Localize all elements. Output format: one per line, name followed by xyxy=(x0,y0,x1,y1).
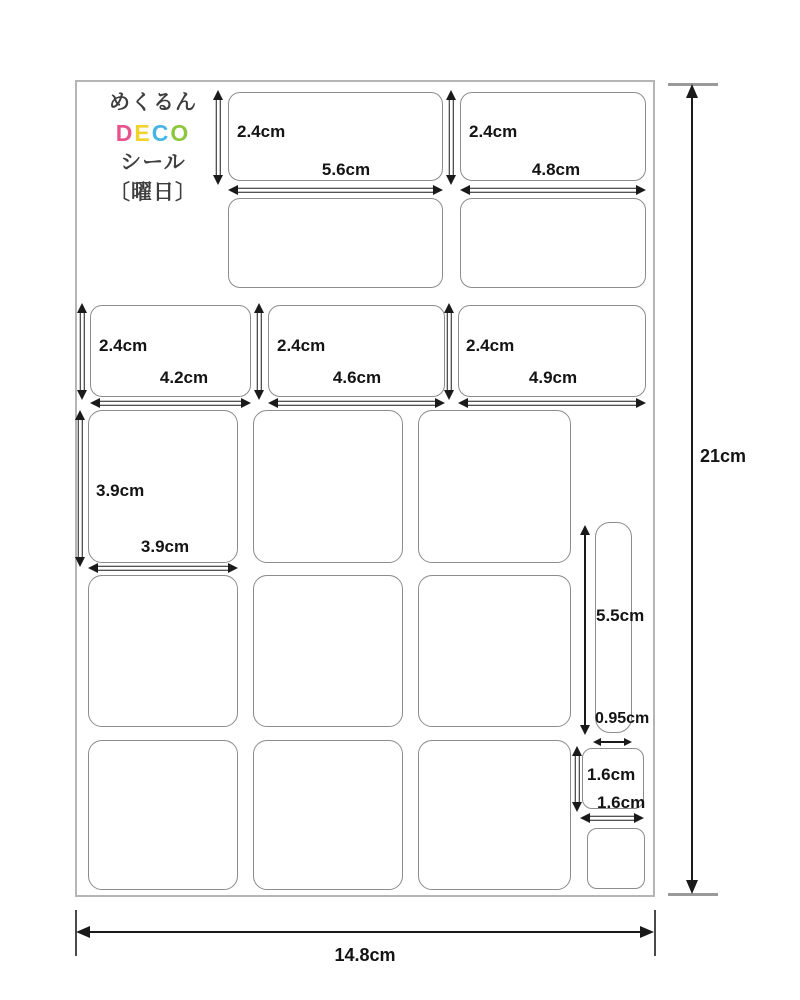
sticker-square-c3 xyxy=(418,740,571,890)
dimension-arrow-horizontal xyxy=(90,398,251,408)
dim-label: 2.4cm xyxy=(277,336,326,355)
dimension-arrow-vertical xyxy=(446,90,456,185)
sticker-row1-left-bottom xyxy=(228,198,443,288)
tick-bottom-right-end xyxy=(654,910,656,956)
dimension-arrow-horizontal xyxy=(268,398,445,408)
sticker-square-b1 xyxy=(88,575,238,727)
logo-deco-letter: C xyxy=(151,120,171,146)
dimension-arrow-vertical xyxy=(580,525,590,735)
dimension-arrow-vertical xyxy=(75,410,85,567)
logo-deco xyxy=(97,118,209,148)
dim-label: 5.5cm xyxy=(596,606,645,625)
sticker-tall-narrow xyxy=(595,522,632,733)
dimension-arrow-vertical xyxy=(572,746,582,812)
logo-line-1: めくるん xyxy=(109,91,197,114)
sticker-small-2 xyxy=(587,828,645,889)
dimension-arrow-horizontal xyxy=(580,813,644,823)
sticker-row1-right-bottom xyxy=(460,198,646,288)
sticker-square-c2 xyxy=(253,740,403,890)
dim-label: 4.9cm xyxy=(528,368,578,387)
logo-line-4: 〔曜日〕 xyxy=(109,181,197,204)
logo-deco-letter: D xyxy=(115,120,135,146)
dimension-arrow-vertical xyxy=(77,303,87,400)
product-logo xyxy=(97,88,209,208)
dimension-arrow-vertical xyxy=(686,84,698,894)
dim-label: 1.6cm xyxy=(587,765,636,784)
sticker-square-c1 xyxy=(88,740,238,890)
dim-label: 0.95cm xyxy=(595,710,650,727)
dimension-arrow-horizontal xyxy=(460,185,646,195)
dimension-arrow-horizontal xyxy=(88,563,238,573)
dimension-arrow-vertical xyxy=(254,303,264,400)
dimension-arrow-horizontal xyxy=(76,926,654,938)
sticker-square-a2 xyxy=(253,410,403,563)
logo-line-3: シール xyxy=(120,151,186,174)
dim-label: 2.4cm xyxy=(466,336,515,355)
dim-label: 4.8cm xyxy=(531,160,581,179)
sticker-square-b2 xyxy=(253,575,403,727)
dim-label-sheet-width: 14.8cm xyxy=(334,945,396,965)
dimension-arrow-vertical xyxy=(213,90,223,185)
dimension-arrow-horizontal xyxy=(228,185,443,195)
dim-label: 2.4cm xyxy=(99,336,148,355)
dim-label: 4.2cm xyxy=(159,368,209,387)
dim-label: 5.6cm xyxy=(321,160,371,179)
sticker-square-b3 xyxy=(418,575,571,727)
logo-deco-letter: E xyxy=(134,120,152,146)
dim-label: 4.6cm xyxy=(332,368,382,387)
dim-label: 3.9cm xyxy=(140,537,190,556)
sticker-square-a3 xyxy=(418,410,571,563)
dim-label: 2.4cm xyxy=(237,122,286,141)
dimension-arrow-horizontal xyxy=(593,738,632,746)
logo-deco-letter: O xyxy=(170,120,191,146)
dimension-arrow-vertical xyxy=(444,303,454,400)
dim-label-sheet-height: 21cm xyxy=(700,446,747,466)
dim-label: 1.6cm xyxy=(597,793,646,812)
dim-label: 3.9cm xyxy=(96,481,145,500)
dim-label: 2.4cm xyxy=(469,122,518,141)
dimension-arrow-horizontal xyxy=(458,398,646,408)
